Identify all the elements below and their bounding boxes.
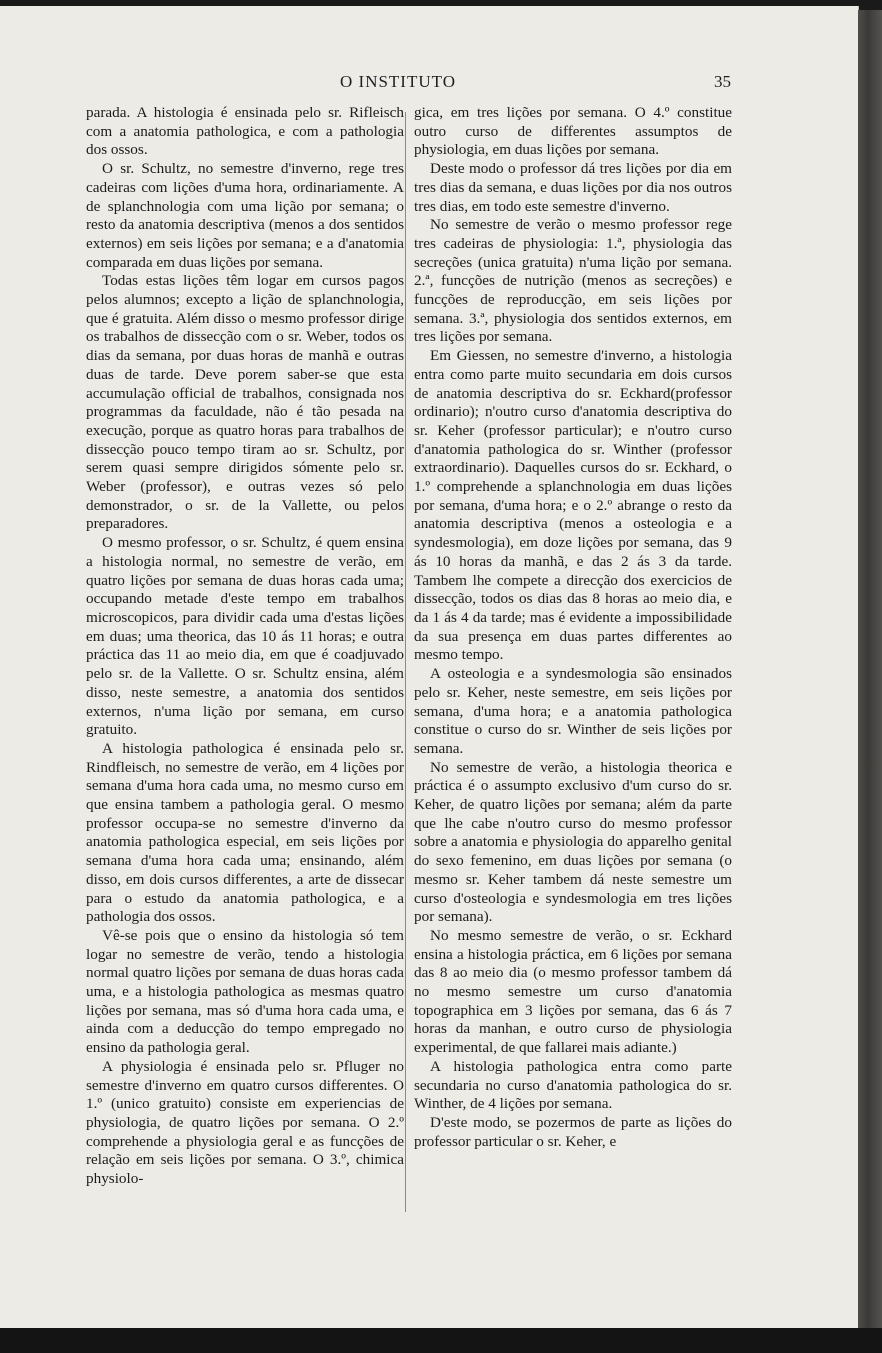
paragraph: A osteologia e a syndesmologia são ensinados pelo sr. Keher, neste semestre, em seis lições por semana, d'uma hora; e a anatomia pathologica constitue o curso do sr. Winther de seis lições por semana.	[414, 665, 732, 757]
running-head	[0, 72, 858, 98]
paragraph: D'este modo, se pozermos de parte as lições do professor particular o sr. Keher, e	[414, 1113, 732, 1150]
paragraph: A histologia pathologica é ensinada pelo sr. Rindfleisch, no semestre de verão, em 4 lições por semana d'uma hora cada uma, no mesmo curso em que ensina tambem a pathologia geral. O mesmo professor occupa-se no semestre d'inverno da anatomia pathologica especial, em seis lições por semana d'uma hora cada uma; ensinando, além disso, em dois cursos differentes, a arte de dissecar para o estudo da anatomia pathologica, e a pathologia dos ossos.	[86, 739, 404, 926]
paragraph: A histologia pathologica entra como parte secundaria no curso d'anatomia pathologica do sr. Winther, de 4 lições por semana.	[414, 1057, 732, 1113]
paragraph: gica, em tres lições por semana. O 4.º constitue outro curso de differentes assumptos de physiologia, em duas lições por semana.	[414, 104, 732, 159]
page-edge	[858, 10, 882, 1328]
running-title: O INSTITUTO	[340, 72, 456, 91]
paragraph: Todas estas lições têm logar em cursos pagos pelos alumnos; excepto a lição de splanchnologia, que é gratuita. Além disso o mesmo professor dirige os trabalhos de dissecção com o sr. Weber, todos os dias da semana, por duas horas de manhã e outras duas de tarde. Deve porem saber-se que esta accumulação official de trabalhos, consignada nos programmas da faculdade, não é tão pesada na execução, porque as quatro horas para trabalhos de dissecção pouco tempo tiram ao sr. Schultz, por serem quasi sempre dirigidos sómente pelo sr. Weber (professor), e outras vezes só pelo demonstrador, o sr. de la Vallette, ou pelos preparadores.	[86, 272, 404, 533]
paragraph: Em Giessen, no semestre d'inverno, a histologia entra como parte muito secundaria em dois cursos de anatomia descriptiva do sr. Eckhard(professor ordinario); n'outro curso d'anatomia descriptiva do sr. Keher (professor particular); e n'outro curso d'anatomia pathologica do sr. Winther (professor extraordinario). Daquelles cursos do sr. Eckhard, o 1.º comprehende a splanchnologia em duas lições por semana, d'uma hora; e o 2.º abrange o resto da anatomia descriptiva (menos a osteologia e a syndesmologia), em doze lições por semana, das 9 ás 10 horas da manhã, e das 2 ás 3 da tarde. Tambem lhe compete a direcção dos exercicios de dissecção, todos os dias das 8 horas ao meio dia, e da 1 ás 4 da tarde; mas é evidente a impossibilidade da sua presença em duas partes differentes ao mesmo tempo.	[414, 347, 732, 664]
paragraph: parada. A histologia é ensinada pelo sr. Rifleisch com a anatomia pathologica, e com a pathologia dos ossos.	[86, 104, 404, 159]
paragraph: No mesmo semestre de verão, o sr. Eckhard ensina a histologia práctica, em 6 lições por semana das 8 ao meio dia (o mesmo professor tambem dá no mesmo semestre um curso d'anatomia topographica em 3 lições por semana, das 6 ás 7 horas da manhan, e outro curso de physiologia experimental, de que fallarei mais adiante.)	[414, 926, 732, 1057]
left-column	[86, 104, 404, 1189]
paragraph: Deste modo o professor dá tres lições por dia em tres dias da semana, e duas lições por dia nos outros tres dias, em todo este semestre d'inverno.	[414, 160, 732, 215]
paragraph: O sr. Schultz, no semestre d'inverno, rege tres cadeiras com lições d'uma hora, ordinariamente. A de splanchnologia com uma lição por semana; o resto da anatomia descriptiva (menos a dos sentidos externos) em seis lições por semana; e a d'anatomia comparada em duas lições por semana.	[86, 160, 404, 271]
paragraph: No semestre de verão o mesmo professor rege tres cadeiras de physiologia: 1.ª, physiologia das secreções (unica gratuita) n'uma lição por semana. 2.ª, funcções de nutrição (menos as secreções) e funcções de reproducção, em seis lições por semana. 3.ª, physiologia dos sentidos externos, em tres lições por semana.	[414, 216, 732, 346]
paragraph: A physiologia é ensinada pelo sr. Pfluger no semestre d'inverno em quatro cursos differentes. O 1.º (unico gratuito) consiste em experiencias de physiologia, de quatro lições por semana. O 2.º comprehende a physiologia geral e as funcções de relação em seis lições por semana. O 3.º, chimica physiolo-	[86, 1057, 404, 1188]
paragraph: Vê-se pois que o ensino da histologia só tem logar no semestre de verão, tendo a histologia normal quatro lições por semana de duas horas cada uma, e a histologia pathologica as mesmas quatro lições por semana, mas só d'uma hora cada uma, e ainda com a deducção do tempo empregado no ensino da pathologia geral.	[86, 926, 404, 1057]
right-column	[414, 104, 732, 1151]
paragraph: No semestre de verão, a histologia theorica e práctica é o assumpto exclusivo d'um curso do sr. Keher, de quatro lições por semana; além da parte que lhe cabe n'outro curso do mesmo professor sobre a anatomia e physiologia do apparelho genital do sexo femenino, em duas lições por semana (o mesmo sr. Keher tambem dá neste semestre um curso d'osteologia e syndesmologia em tres lições por semana).	[414, 758, 732, 926]
paragraph: O mesmo professor, o sr. Schultz, é quem ensina a histologia normal, no semestre de verão, em quatro lições por semana de duas horas cada uma; occupando metade d'este tempo em trabalhos microscopicos, para dividir cada uma d'estas lições em duas; uma theorica, das 10 ás 11 horas; e outra práctica das 11 ao meio dia, em que é coadjuvado pelo sr. de la Vallette. O sr. Schultz ensina, além disso, neste semestre, a anatomia dos sentidos externos, n'uma lição por semana, em curso gratuito.	[86, 534, 404, 739]
column-divider	[405, 112, 406, 1212]
page-number: 35	[714, 72, 731, 91]
scan-border	[0, 1328, 882, 1353]
